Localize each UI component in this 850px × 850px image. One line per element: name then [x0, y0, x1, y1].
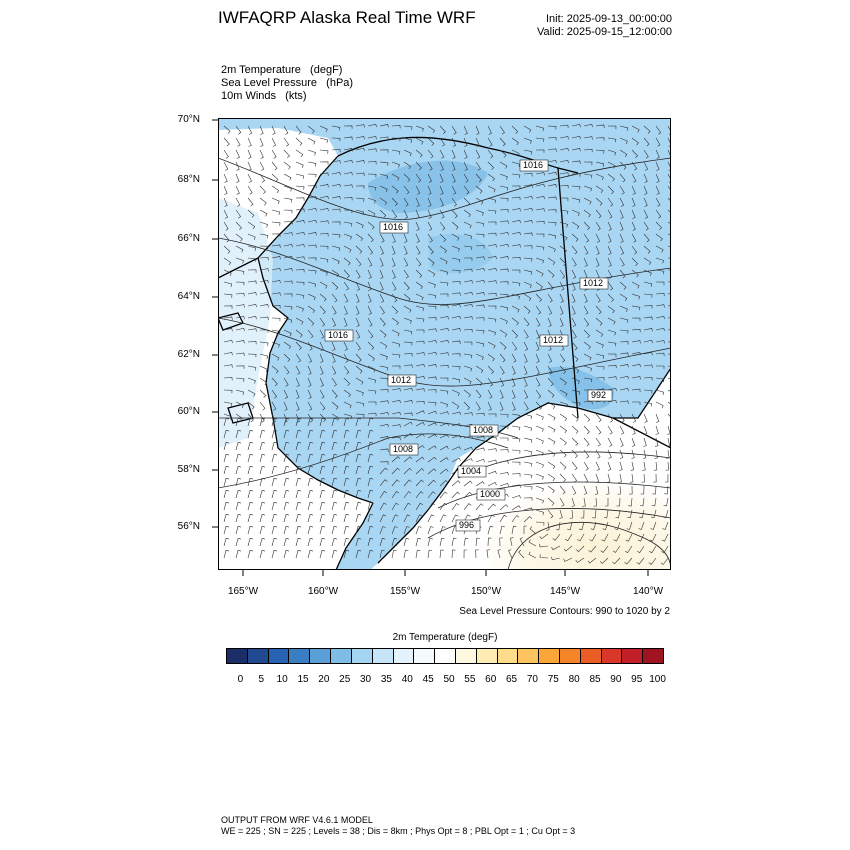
- colorbar-swatch: [518, 649, 539, 663]
- colorbar-swatch: [414, 649, 435, 663]
- pressure-label: [388, 375, 416, 386]
- colorbar-swatch: [248, 649, 269, 663]
- run-times: [528, 13, 672, 39]
- colorbar-swatch: [269, 649, 290, 663]
- lat-label: 70°N: [177, 114, 200, 125]
- pressure-label: [470, 425, 498, 436]
- init-time: Init: 2025-09-13_00:00:00: [546, 13, 672, 25]
- svg-text:1000: 1000: [480, 489, 501, 499]
- lat-label: 62°N: [177, 349, 200, 360]
- svg-text:1016: 1016: [523, 160, 544, 170]
- pressure-label: [580, 278, 608, 289]
- colorbar-tick-label: 35: [380, 674, 392, 685]
- colorbar-swatch: [310, 649, 331, 663]
- lat-label: 56°N: [177, 521, 200, 532]
- colorbar-tick-label: 40: [401, 674, 413, 685]
- svg-text:1008: 1008: [473, 425, 494, 435]
- lat-label: 58°N: [177, 464, 200, 475]
- field-temperature: 2m Temperature (degF): [221, 64, 343, 76]
- lon-label: 155°W: [389, 586, 421, 597]
- colorbar-tick-label: 70: [526, 674, 538, 685]
- svg-text:1016: 1016: [328, 330, 349, 340]
- svg-text:992: 992: [591, 390, 607, 400]
- pressure-label: [477, 489, 505, 500]
- model-footer: [221, 815, 575, 837]
- colorbar-swatch: [560, 649, 581, 663]
- colorbar-swatch: [352, 649, 373, 663]
- colorbar: [226, 648, 664, 664]
- colorbar-tick-label: 0: [237, 674, 244, 685]
- lon-label: 150°W: [470, 586, 502, 597]
- valid-time: Valid: 2025-09-15_12:00:00: [537, 26, 672, 38]
- colorbar-tick-label: 60: [485, 674, 497, 685]
- colorbar-tick-label: 55: [464, 674, 476, 685]
- map-title: IWFAQRP Alaska Real Time WRF: [218, 8, 476, 27]
- lat-label: 64°N: [177, 291, 200, 302]
- model-version: OUTPUT FROM WRF V4.6.1 MODEL: [221, 815, 373, 825]
- svg-text:1012: 1012: [583, 278, 604, 288]
- colorbar-swatch: [477, 649, 498, 663]
- colorbar-swatch: [227, 649, 248, 663]
- lat-label: 60°N: [177, 406, 200, 417]
- colorbar-swatch: [373, 649, 394, 663]
- colorbar-title: 2m Temperature (degF): [392, 632, 498, 643]
- field-pressure: Sea Level Pressure (hPa): [221, 77, 354, 89]
- colorbar-tick-label: 100: [649, 674, 666, 685]
- colorbar-swatch: [581, 649, 602, 663]
- lat-label: 68°N: [177, 174, 200, 185]
- pressure-label: [325, 330, 353, 341]
- pressure-label: [456, 520, 480, 531]
- pressure-label: [520, 160, 548, 171]
- colorbar-swatch: [331, 649, 352, 663]
- svg-text:996: 996: [459, 520, 475, 530]
- lat-ticks: [208, 110, 220, 580]
- colorbar-tick-label: 95: [631, 674, 643, 685]
- pressure-label: [380, 222, 408, 233]
- colorbar-tick-label: 20: [318, 674, 330, 685]
- lon-ticks: [218, 570, 671, 580]
- colorbar-tick-label: 30: [360, 674, 372, 685]
- colorbar-swatch: [498, 649, 519, 663]
- pressure-label: [458, 466, 486, 477]
- colorbar-swatch: [394, 649, 415, 663]
- colorbar-tick-label: 45: [422, 674, 434, 685]
- model-config: WE = 225 ; SN = 225 ; Levels = 38 ; Dis = 8km ; Phys Opt = 8 ; PBL Opt = 1 ; Cu Opt = 3: [221, 826, 576, 836]
- colorbar-tick-label: 25: [339, 674, 351, 685]
- colorbar-swatch: [435, 649, 456, 663]
- lon-label: 145°W: [549, 586, 581, 597]
- colorbar-swatch: [539, 649, 560, 663]
- colorbar-swatch: [622, 649, 643, 663]
- colorbar-tick-label: 80: [568, 674, 580, 685]
- colorbar-tick-label: 85: [589, 674, 601, 685]
- colorbar-tick-label: 90: [610, 674, 622, 685]
- svg-text:1016: 1016: [383, 222, 404, 232]
- colorbar-tick-label: 50: [443, 674, 455, 685]
- svg-text:1012: 1012: [391, 375, 412, 385]
- field-list: [221, 64, 353, 103]
- colorbar-swatch: [602, 649, 623, 663]
- colorbar-tick-label: 10: [276, 674, 288, 685]
- colorbar-swatch: [643, 649, 663, 663]
- lon-label: 160°W: [307, 586, 339, 597]
- forecast-map: [218, 118, 671, 570]
- colorbar-tick-label: 15: [297, 674, 309, 685]
- field-winds: 10m Winds (kts): [221, 90, 307, 102]
- svg-text:1008: 1008: [393, 444, 414, 454]
- contours-note: Sea Level Pressure Contours: 990 to 1020 by 2: [459, 606, 670, 617]
- svg-text:1012: 1012: [543, 335, 564, 345]
- colorbar-tick-label: 5: [258, 674, 265, 685]
- colorbar-swatch: [289, 649, 310, 663]
- colorbar-tick-label: 65: [506, 674, 518, 685]
- lon-label: 165°W: [227, 586, 259, 597]
- pressure-label: [588, 390, 612, 401]
- colorbar-swatch: [456, 649, 477, 663]
- pressure-label: [540, 335, 568, 346]
- colorbar-tick-label: 75: [547, 674, 559, 685]
- lat-label: 66°N: [177, 233, 200, 244]
- svg-text:1004: 1004: [461, 466, 482, 476]
- pressure-label: [390, 444, 418, 455]
- lon-label: 140°W: [632, 586, 664, 597]
